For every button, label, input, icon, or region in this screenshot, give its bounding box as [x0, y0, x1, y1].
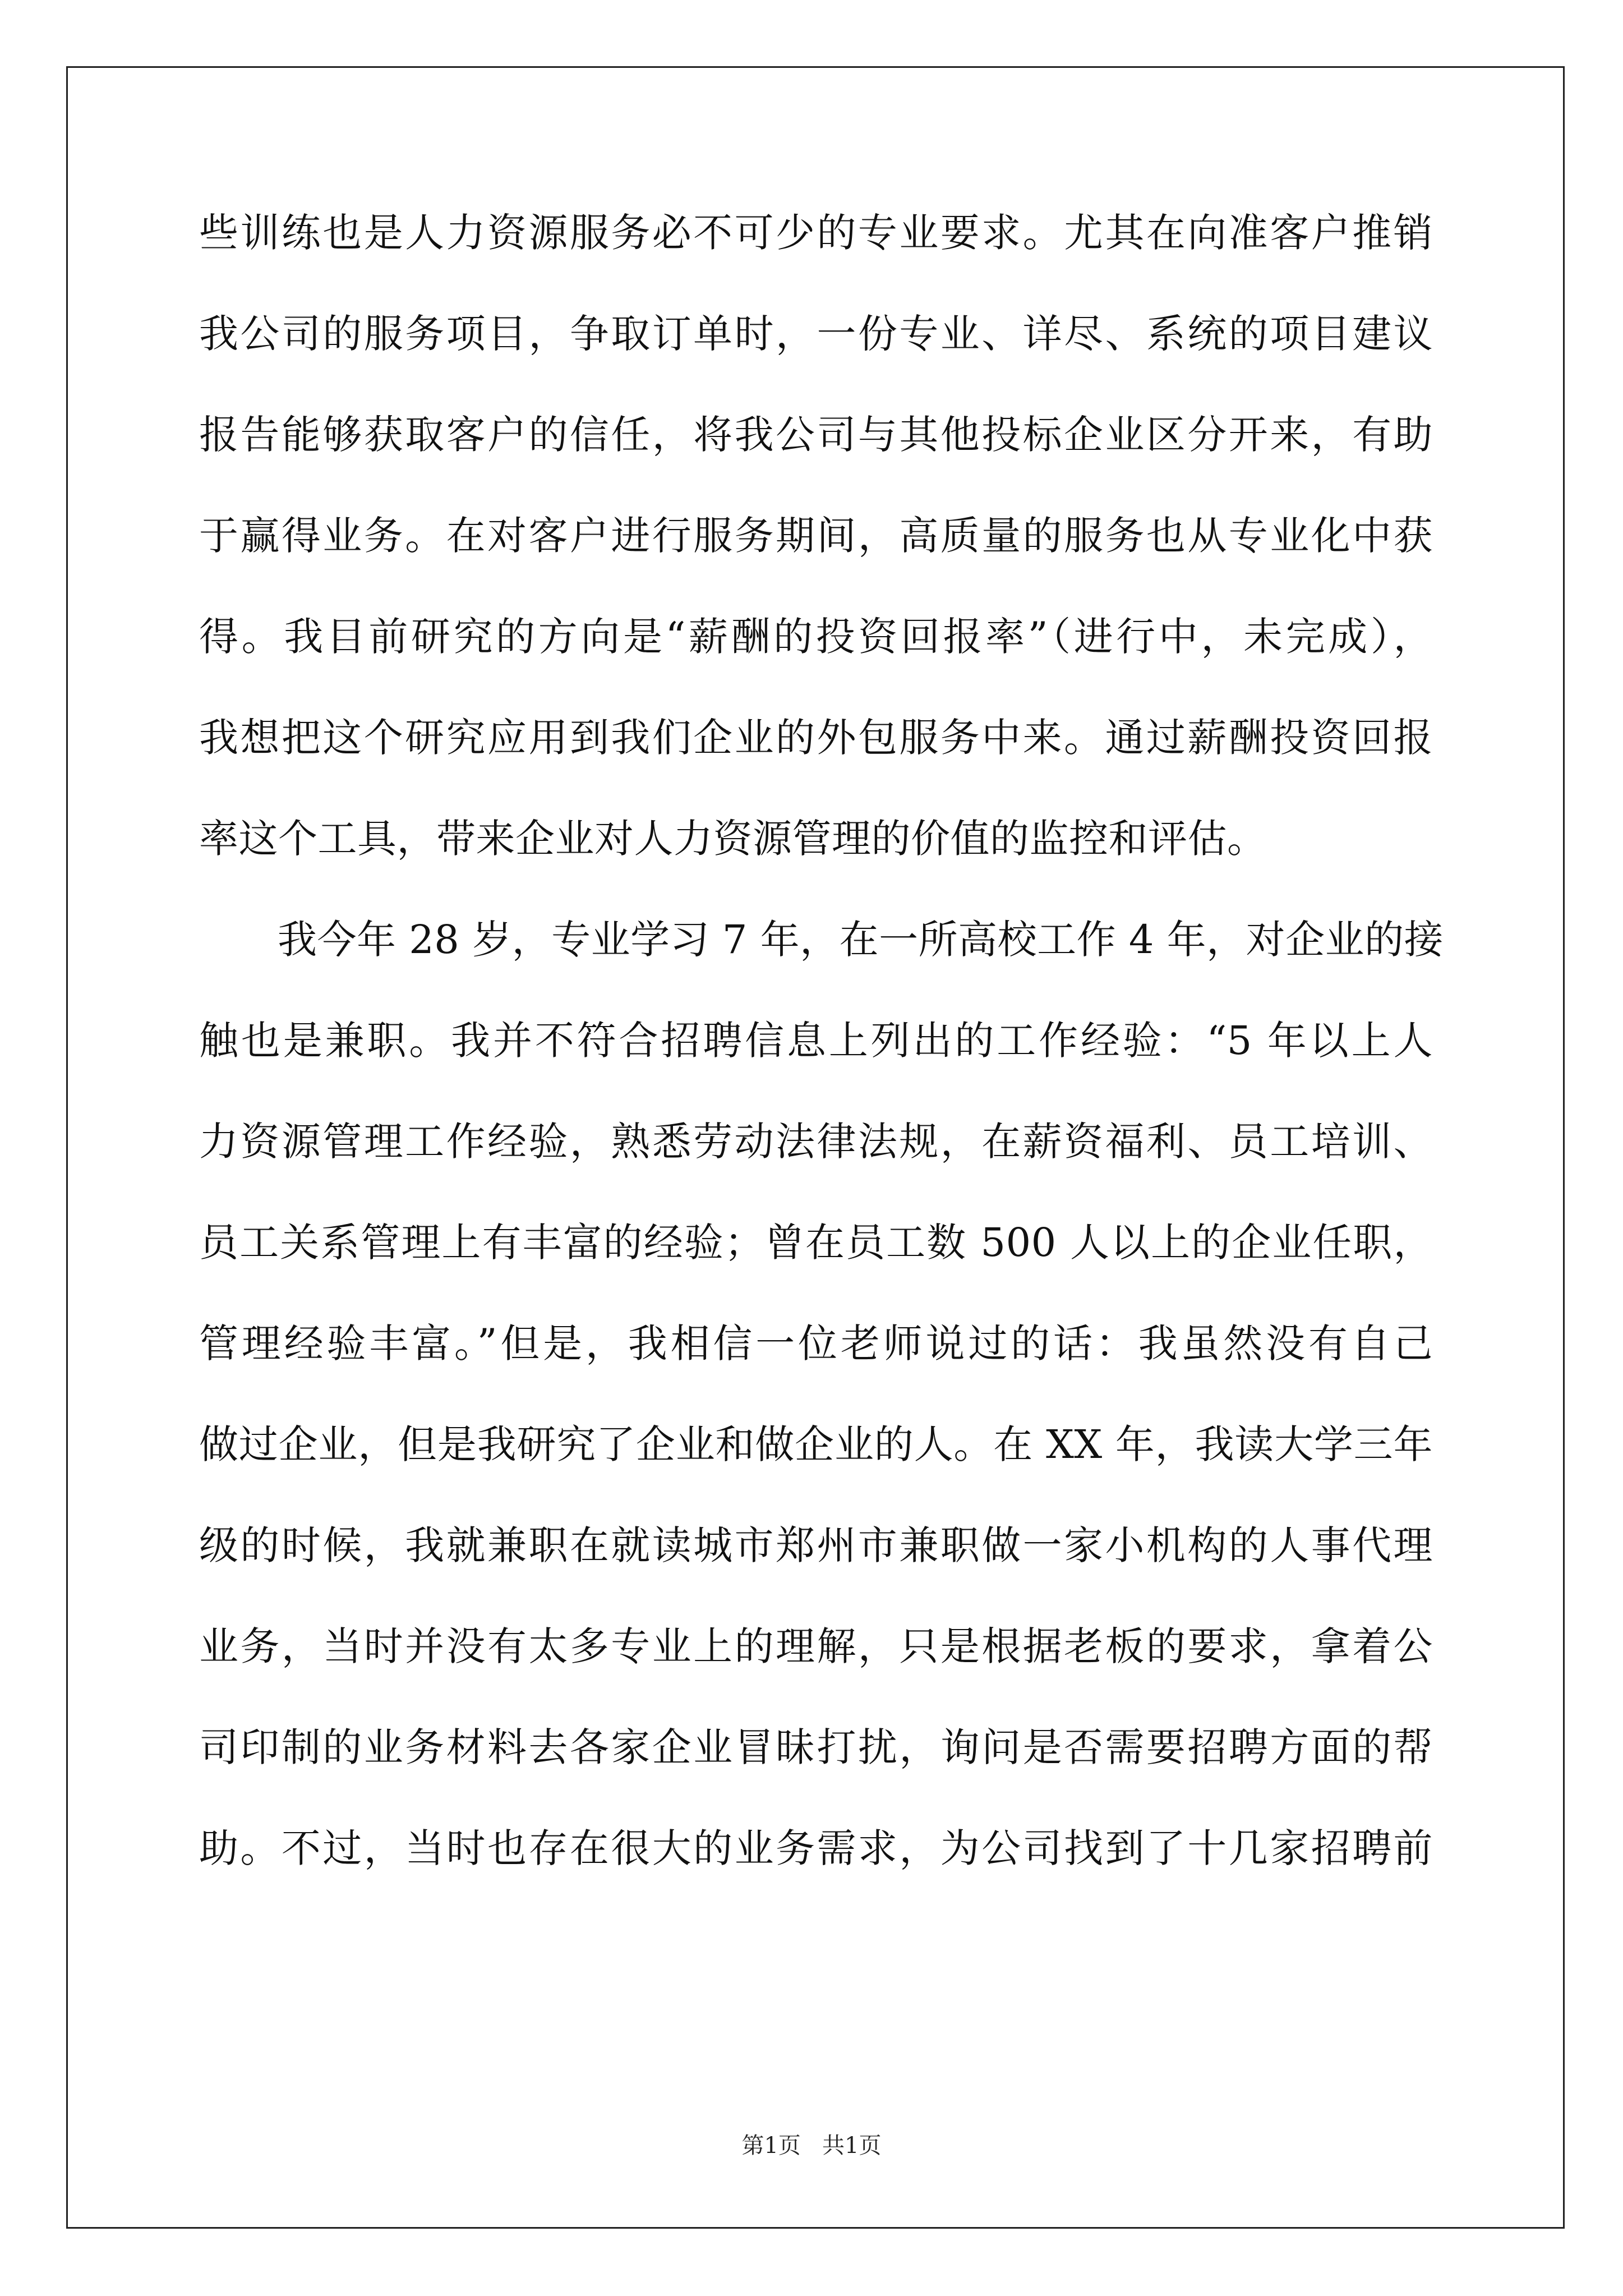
text-line: 业务，当时并没有太多专业上的理解，只是根据老板的要求，拿着公: [199, 1623, 1433, 1669]
text-line: 司印制的业务材料去各家企业冒昧打扰，询问是否需要招聘方面的帮: [199, 1724, 1433, 1770]
text-line: 些训练也是人力资源服务必不可少的专业要求。尤其在向准客户推销: [199, 210, 1433, 256]
text-line: 我想把这个研究应用到我们企业的外包服务中来。通过薪酬投资回报: [199, 715, 1433, 761]
text-line: 力资源管理工作经验，熟悉劳动法律法规，在薪资福利、员工培训、: [199, 1119, 1433, 1165]
text-line: 助。不过，当时也存在很大的业务需求，为公司找到了十几家招聘前: [199, 1825, 1433, 1871]
text-line: 于赢得业务。在对客户进行服务期间，高质量的服务也从专业化中获: [199, 513, 1433, 559]
text-line: 报告能够获取客户的信任，将我公司与其他投标企业区分开来，有助: [199, 412, 1433, 458]
text-line: 做过企业，但是我研究了企业和做企业的人。在 XX 年，我读大学三年: [199, 1421, 1433, 1467]
document-body: [199, 208, 1444, 1924]
text-line: 管理经验丰富。”但是，我相信一位老师说过的话：我虽然没有自己: [199, 1320, 1433, 1366]
text-line: 员工关系管理上有丰富的经验；曾在员工数 500 人以上的企业任职，: [199, 1220, 1433, 1266]
text-line: 级的时候，我就兼职在就读城市郑州市兼职做一家小机构的人事代理: [199, 1522, 1433, 1568]
page-footer: 第1页 共1页: [741, 2133, 882, 2159]
text-line: 率这个工具，带来企业对人力资源管理的价值的监控和评估。: [199, 816, 1267, 862]
text-line: 得。我目前研究的方向是“薪酬的投资回报率”（进行中，未完成），: [199, 614, 1433, 660]
text-line: 触也是兼职。我并不符合招聘信息上列出的工作经验：“5 年以上人: [199, 1018, 1433, 1064]
text-line: 我公司的服务项目，争取订单时，一份专业、详尽、系统的项目建议: [199, 311, 1433, 357]
text-line: 我今年 28 岁，专业学习 7 年，在一所高校工作 4 年，对企业的接: [278, 917, 1444, 963]
